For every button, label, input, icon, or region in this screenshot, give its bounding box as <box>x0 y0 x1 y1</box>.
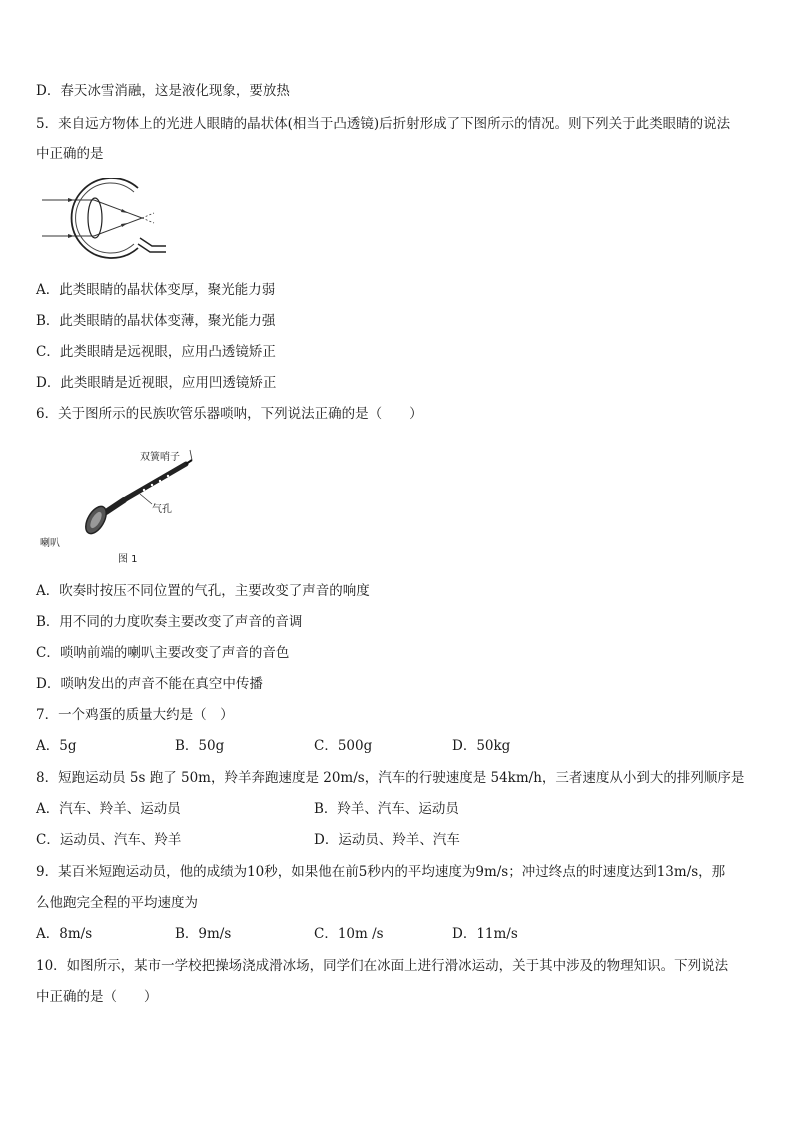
label-air-hole: 气孔 <box>152 504 172 515</box>
q9-option-c: C．10m /s <box>314 926 384 942</box>
q5-stem-line2: 中正确的是 <box>36 146 104 162</box>
q5-option-c: C．此类眼睛是远视眼，应用凸透镜矫正 <box>36 344 276 360</box>
eye-diagram-figure <box>38 178 168 260</box>
q6-option-d: D．唢呐发出的声音不能在真空中传播 <box>36 676 263 692</box>
q7-option-b: B．50g <box>175 738 225 754</box>
q5-option-a: A．此类眼睛的晶状体变厚，聚光能力弱 <box>36 282 276 298</box>
q6-option-c: C．唢呐前端的喇叭主要改变了声音的音色 <box>36 645 290 661</box>
q7-option-d: D．50kg <box>452 738 511 754</box>
q6-stem: 6．关于图所示的民族吹管乐器唢呐，下列说法正确的是（ ） <box>36 406 423 422</box>
q8-option-c: C．运动员、汽车、羚羊 <box>36 832 182 848</box>
q8-option-b: B．羚羊、汽车、运动员 <box>314 801 459 817</box>
eye-diagram-icon <box>38 178 168 260</box>
q6-option-a: A．吹奏时按压不同位置的气孔，主要改变了声音的响度 <box>36 583 370 599</box>
q4-option-d: D．春天冰雪消融，这是液化现象，要放热 <box>36 83 290 99</box>
q8-option-d: D．运动员、羚羊、汽车 <box>314 832 460 848</box>
suona-figure <box>40 440 210 570</box>
q10-stem-line2: 中正确的是（ ） <box>36 989 158 1005</box>
q8-option-a: A．汽车、羚羊、运动员 <box>36 801 181 817</box>
label-bell: 喇叭 <box>40 538 60 549</box>
q5-stem-line1: 5．来自远方物体上的光进人眼睛的晶状体(相当于凸透镜)后折射形成了下图所示的情况。则下列关于此类眼睛的说法 <box>36 116 731 132</box>
figure-caption: 图 1 <box>118 554 138 565</box>
q7-option-c: C．500g <box>314 738 373 754</box>
q9-option-b: B．9m/s <box>175 926 232 942</box>
q9-stem-line1: 9．某百米短跑运动员，他的成绩为10秒，如果他在前5秒内的平均速度为9m/s；冲过终点的时速度达到13m/s，那 <box>36 864 726 880</box>
q9-option-a: A．8m/s <box>36 926 93 942</box>
q6-option-b: B．用不同的力度吹奏主要改变了声音的音调 <box>36 614 303 630</box>
q5-option-d: D．此类眼睛是近视眼，应用凹透镜矫正 <box>36 375 277 391</box>
q9-option-d: D．11m/s <box>452 926 518 942</box>
q7-option-a: A．5g <box>36 738 77 754</box>
q8-stem: 8．短跑运动员 5s 跑了 50m，羚羊奔跑速度是 20m/s，汽车的行驶速度是 54km/h，三者速度从小到大的排列顺序是 <box>36 770 745 786</box>
q7-stem: 7．一个鸡蛋的质量大约是（ ） <box>36 707 234 723</box>
label-double-reed: 双簧哨子 <box>140 452 180 463</box>
q10-stem-line1: 10．如图所示，某市一学校把操场浇成滑冰场，同学们在冰面上进行滑冰运动，关于其中涉及的物理知识。下列说法 <box>36 958 729 974</box>
q9-stem-line2: 么他跑完全程的平均速度为 <box>36 895 198 911</box>
q5-option-b: B．此类眼睛的晶状体变薄，聚光能力强 <box>36 313 276 329</box>
